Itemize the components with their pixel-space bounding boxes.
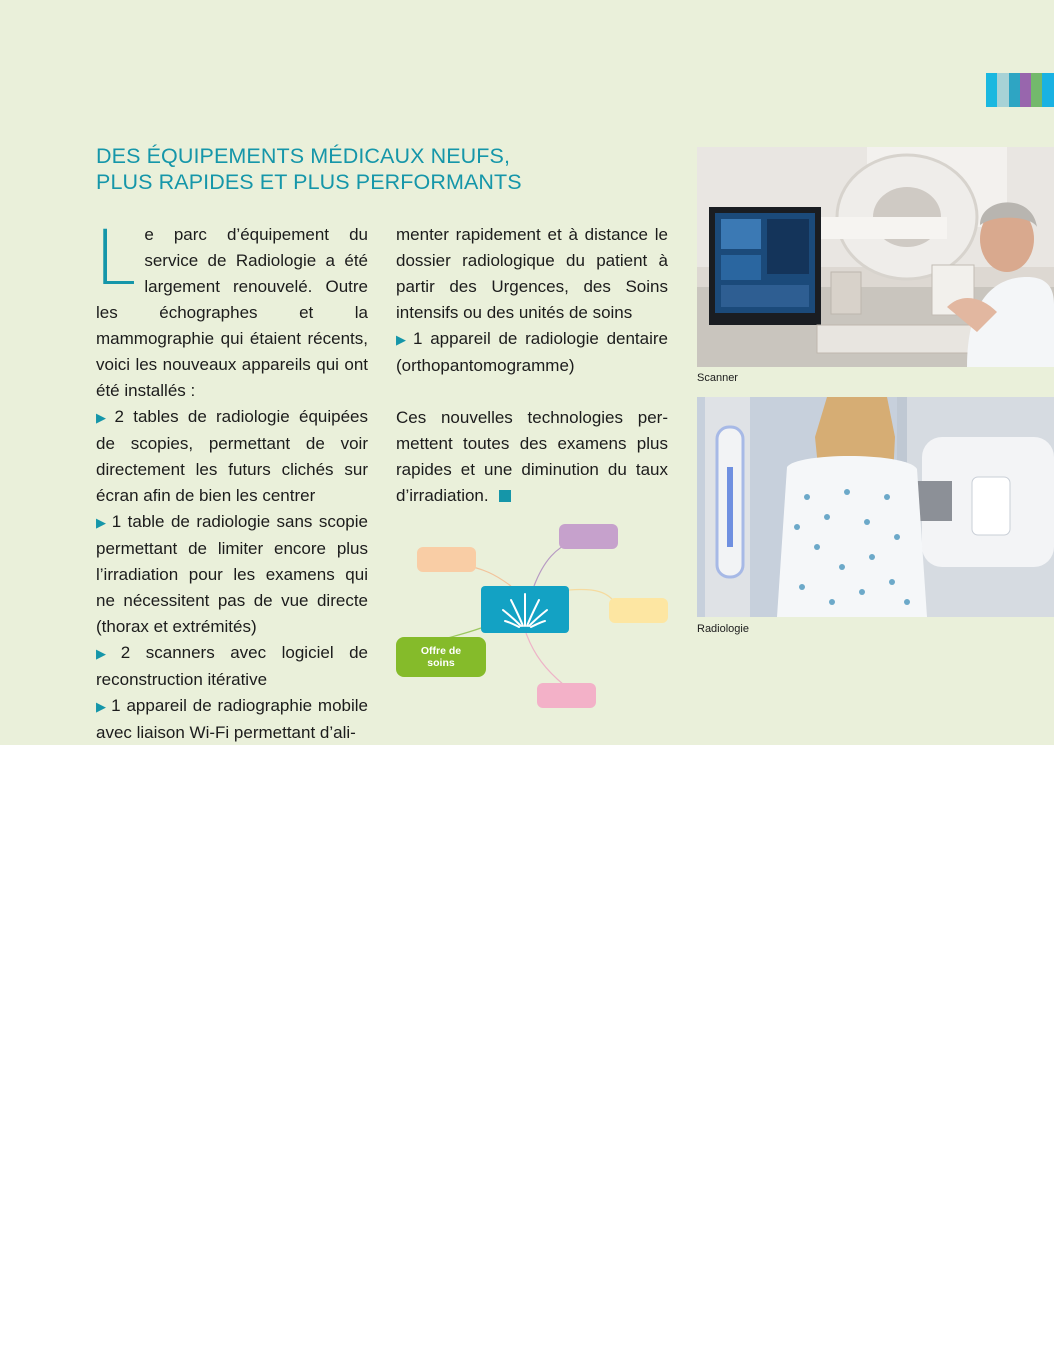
end-square-icon	[499, 490, 511, 502]
orange-node	[417, 547, 476, 572]
triangle-bullet-icon: ▶	[96, 515, 108, 530]
bullet-item	[396, 326, 668, 379]
article-column-2	[396, 222, 668, 509]
scanner-photo	[697, 147, 1054, 367]
bullet-text: 2 scanners avec logiciel de reconstruction itérative	[96, 643, 368, 689]
color-swatch	[986, 73, 997, 107]
conclusion-paragraph	[396, 405, 668, 509]
bullet-item	[96, 509, 368, 640]
pink-node	[537, 683, 596, 708]
bullet-item	[96, 693, 368, 746]
grass-logo-icon	[481, 586, 569, 633]
color-swatch	[1009, 73, 1020, 107]
color-bar	[986, 73, 1054, 107]
scanner-caption: Scanner	[697, 372, 738, 384]
bullet-text: 2 tables de radiologie équipées de scopies, permettant de voir directement les futurs clichés sur écran afin de bien les centrer	[96, 407, 368, 505]
bullet-text: 1 appareil de radiographie mobile avec liaison Wi-Fi permettant d’ali-	[96, 696, 369, 742]
mind-map-diagram	[396, 520, 670, 712]
page-title	[96, 143, 522, 195]
title-line-2: PLUS RAPIDES ET PLUS PERFORMANTS	[96, 170, 522, 194]
bullet-text: 1 table de radiologie sans scopie permettant de limiter encore plus l’irradiation pour les examens qui ne nécessitent pas de vue directe (thorax et extrémités)	[96, 512, 368, 636]
scanner-image	[697, 147, 1054, 367]
radiologie-caption: Radiologie	[697, 623, 749, 635]
triangle-bullet-icon: ▶	[396, 332, 410, 347]
offre-de-soins-label: Offre de soins	[420, 645, 462, 669]
paragraph-gap	[396, 379, 668, 405]
triangle-bullet-icon: ▶	[96, 410, 111, 425]
bullet-item	[96, 404, 368, 509]
color-swatch	[1031, 73, 1042, 107]
triangle-bullet-icon: ▶	[96, 646, 117, 661]
intro-paragraph	[94, 213, 368, 404]
article-column-1	[94, 213, 369, 746]
title-line-1: DES ÉQUIPEMENTS MÉDICAUX NEUFS,	[96, 144, 511, 168]
purple-node	[559, 524, 618, 549]
yellow-node	[609, 598, 668, 623]
intro-text: e parc d’équipement du service de Radiologie a été largement renouvelé. Outre les échographes et la mammographie qui étaient récents, voici les nouveaux appareils qui ont été installés :	[96, 225, 368, 400]
color-swatch	[997, 73, 1008, 107]
color-swatch	[1020, 73, 1031, 107]
bullet-text: 1 appareil de radiologie dentaire (orthopantomogramme)	[396, 329, 669, 375]
triangle-bullet-icon: ▶	[96, 699, 108, 714]
color-swatch	[1042, 73, 1053, 107]
conclusion-text: Ces nouvelles technologies permettent toutes des examens plus rapides et une diminution du taux d’irradiation.	[396, 408, 668, 505]
bullet-continuation: menter rapidement et à distance le dossier radiologique du patient à partir des Urgences, des Soins intensifs ou des unités de soins	[396, 225, 668, 322]
radiologie-photo	[697, 397, 1054, 617]
drop-cap: L	[94, 213, 137, 302]
bullet-item	[96, 640, 368, 693]
offre-de-soins-node	[396, 637, 486, 677]
radiologie-image	[697, 397, 1054, 617]
center-node	[481, 586, 569, 633]
